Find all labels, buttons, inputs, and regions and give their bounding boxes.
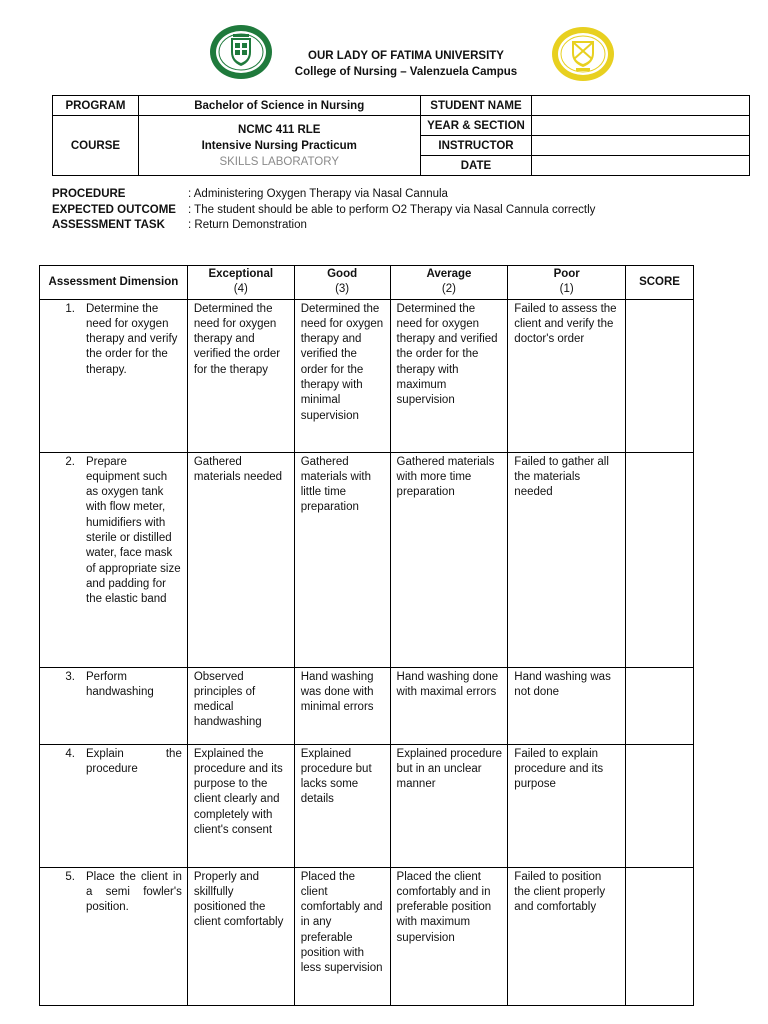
average-cell: Explained procedure but in an unclear manner (390, 744, 508, 867)
good-cell: Gathered materials with little time preparation (294, 452, 390, 667)
course-label: COURSE (53, 116, 139, 176)
header-average-points: (2) (441, 283, 456, 296)
year-section-field[interactable] (532, 116, 750, 136)
dimension-cell (40, 744, 188, 867)
procedure-value: : Administering Oxygen Therapy via Nasal Cannula (188, 188, 448, 200)
program-label: PROGRAM (53, 96, 139, 116)
row-number: 4. (65, 747, 75, 760)
dimension-text: Prepare equipment such as oxygen tank with flow meter, humidifiers with sterile or distilled water, face mask of appropriate size and padding for the elastic band (86, 455, 181, 606)
header-score: SCORE (626, 266, 694, 300)
date-field[interactable] (532, 156, 750, 176)
row-number: 3. (65, 670, 75, 683)
procedure-label: PROCEDURE (52, 188, 126, 200)
exceptional-cell: Explained the procedure and its purpose to the client clearly and completely with client's consent (187, 744, 294, 867)
year-section-label: YEAR & SECTION (420, 116, 532, 136)
header-exceptional-points: (4) (233, 283, 248, 296)
course-value (138, 116, 420, 176)
exceptional-cell: Observed principles of medical handwashing (187, 667, 294, 744)
score-cell[interactable] (626, 867, 694, 1005)
program-value: Bachelor of Science in Nursing (138, 96, 420, 116)
good-cell: Placed the client comfortably and in any preferable position with less supervision (294, 867, 390, 1005)
course-info-table (52, 95, 750, 176)
dimension-cell (40, 867, 188, 1005)
dimension-text: Place the client in a semi fowler's position. (86, 870, 182, 914)
poor-cell: Failed to assess the client and verify the doctor's order (508, 299, 626, 452)
exceptional-cell: Determined the need for oxygen therapy and verified the order for the therapy (187, 299, 294, 452)
header-poor (508, 266, 626, 300)
instructor-label: INSTRUCTOR (420, 136, 532, 156)
score-cell[interactable] (626, 744, 694, 867)
course-sub: SKILLS LABORATORY (219, 155, 339, 168)
outcome-label: EXPECTED OUTCOME (52, 203, 176, 216)
header-good-points: (3) (335, 283, 350, 296)
dimension-text: Explain the procedure (86, 747, 182, 775)
college-name: College of Nursing – Valenzuela Campus (294, 66, 518, 78)
task-label: ASSESSMENT TASK (52, 219, 165, 231)
exceptional-cell: Gathered materials needed (187, 452, 294, 667)
course-code: NCMC 411 RLE (238, 123, 321, 136)
procedure-block (52, 187, 595, 234)
row-number: 2. (65, 455, 75, 468)
dimension-cell (40, 452, 188, 667)
table-row (40, 299, 694, 452)
table-row (40, 744, 694, 867)
good-cell: Determined the need for oxygen therapy and verified the order for the therapy with minimal supervision (294, 299, 390, 452)
header-poor-label: Poor (553, 268, 580, 280)
dimension-cell (40, 299, 188, 452)
header-exceptional-label: Exceptional (208, 268, 274, 280)
header-exceptional (187, 266, 294, 300)
instructor-field[interactable] (532, 136, 750, 156)
good-cell: Explained procedure but lacks some details (294, 744, 390, 867)
header-good (294, 266, 390, 300)
dimension-text: Determine the need for oxygen therapy and verify the order for the therapy. (86, 302, 178, 376)
date-label: DATE (420, 156, 532, 176)
university-seal-icon (209, 24, 273, 80)
table-row (40, 452, 694, 667)
table-row (40, 667, 694, 744)
exceptional-cell: Properly and skillfully positioned the client comfortably (187, 867, 294, 1005)
header-average-label: Average (426, 268, 472, 280)
average-cell: Determined the need for oxygen therapy and verified the order for the therapy with maximum supervision (390, 299, 508, 452)
course-name: Intensive Nursing Practicum (201, 139, 357, 152)
header-poor-points: (1) (559, 283, 574, 296)
header-average (390, 266, 508, 300)
average-cell: Placed the client comfortably and in preferable position with maximum supervision (390, 867, 508, 1005)
average-cell: Hand washing done with maximal errors (390, 667, 508, 744)
header-good-label: Good (327, 268, 358, 280)
school-header (270, 48, 542, 80)
score-cell[interactable] (626, 299, 694, 452)
header-dimension: Assessment Dimension (40, 266, 188, 300)
score-cell[interactable] (626, 452, 694, 667)
poor-cell: Failed to gather all the materials needed (508, 452, 626, 667)
outcome-value: : The student should be able to perform O2 Therapy via Nasal Cannula correctly (188, 203, 596, 216)
table-row (40, 867, 694, 1005)
university-name: OUR LADY OF FATIMA UNIVERSITY (308, 50, 504, 62)
task-value: : Return Demonstration (188, 219, 307, 231)
poor-cell: Hand washing was not done (508, 667, 626, 744)
average-cell: Gathered materials with more time preparation (390, 452, 508, 667)
rubric-table (39, 265, 694, 1006)
student-name-field[interactable] (532, 96, 750, 116)
dimension-text: Perform handwashing (86, 670, 154, 698)
nursing-seal-icon (551, 26, 615, 82)
student-name-label: STUDENT NAME (420, 96, 532, 116)
row-number: 1. (65, 302, 75, 315)
poor-cell: Failed to position the client properly and comfortably (508, 867, 626, 1005)
row-number: 5. (65, 870, 75, 883)
poor-cell: Failed to explain procedure and its purpose (508, 744, 626, 867)
score-cell[interactable] (626, 667, 694, 744)
good-cell: Hand washing was done with minimal errors (294, 667, 390, 744)
dimension-cell (40, 667, 188, 744)
